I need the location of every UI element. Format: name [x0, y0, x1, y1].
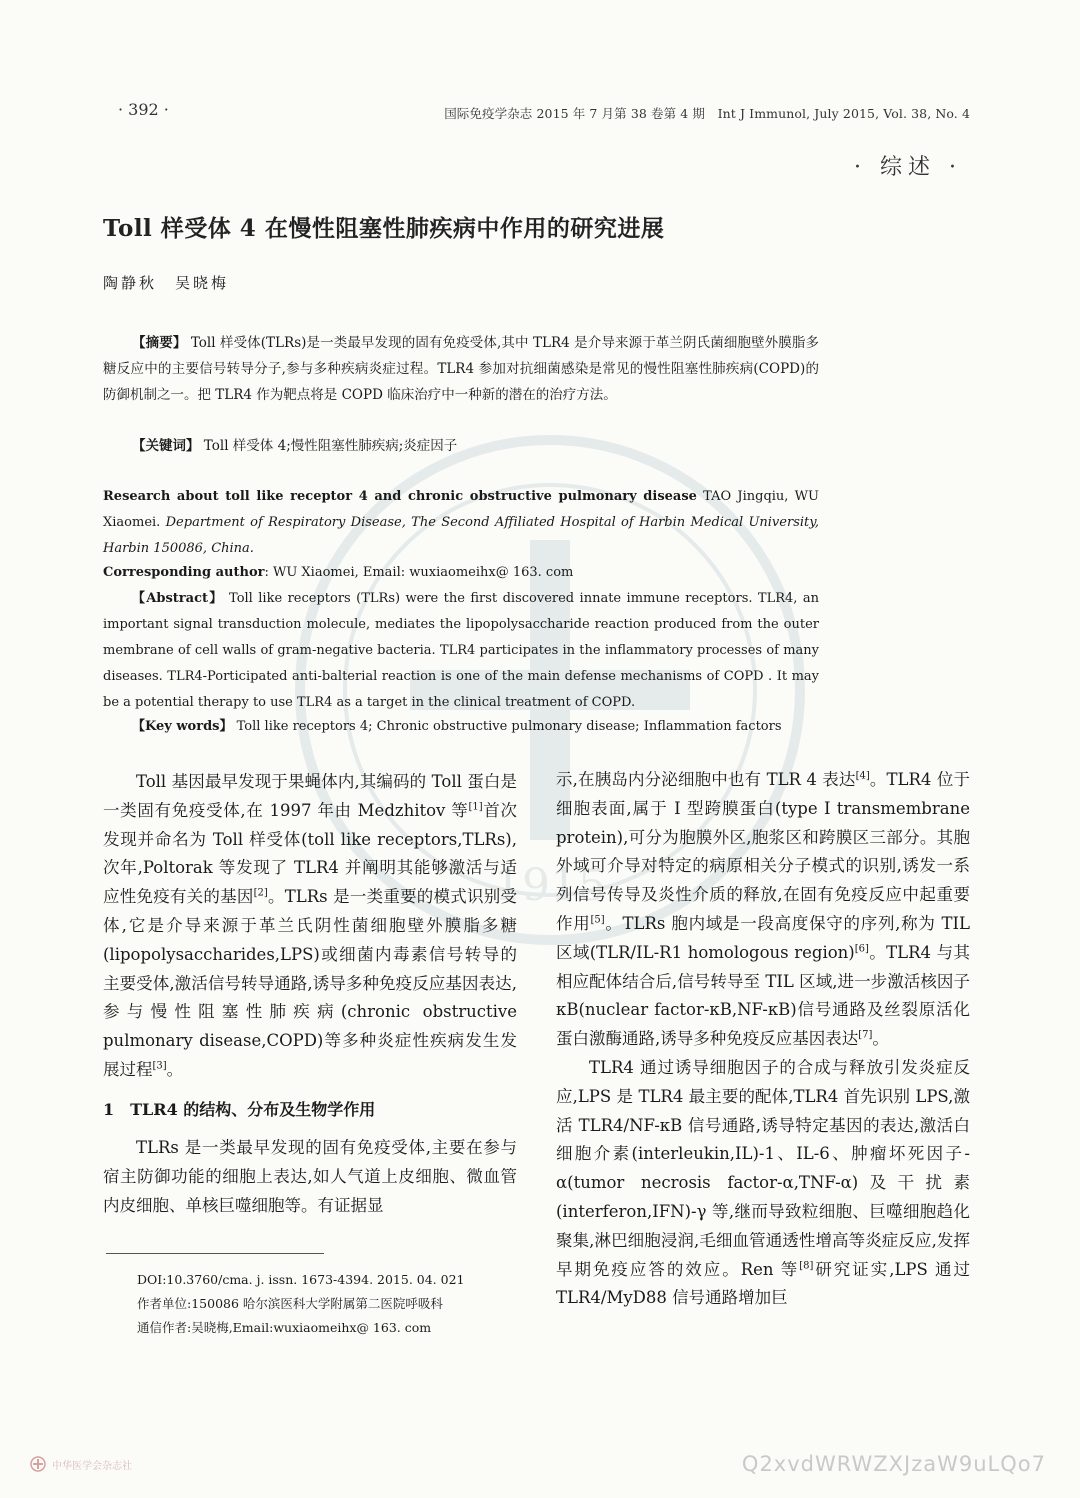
- chinese-keywords-label: 【关键词】: [132, 438, 200, 454]
- footnote-corresponding: 通信作者:吴晓梅,Email:wuxiaomeihx@ 163. com: [137, 1320, 432, 1335]
- chinese-abstract: [103, 330, 819, 408]
- publisher-logo-icon: [30, 1456, 46, 1472]
- body-right-paragraph-1: 示,在胰岛内分泌细胞中也有 TLR 4 表达[4]。TLR4 位于细胞表面,属于 I 型跨膜蛋白(type I transmembrane protein),可分为胞膜外区,胞浆区和跨膜区三部分。其胞外域可介导对特定的病原相关分子模式的识别,诱发一系列信号传导及炎性介质的释放,在固有免疫反应中起重要作用[5]。TLRs 胞内域是一段高度保守的序列,称为 TIL 区域(TLR/IL-R1 homologous region)[6]。TLR4 与其相应配体结合后,信号转导至 TIL 区域,进一步激活核因子 κB(nuclear factor-κB,NF-κB)信号通路及丝裂原活化蛋白激酶通路,诱导多种免疫反应基因表达[7]。: [556, 770, 970, 1049]
- english-abstract: [103, 586, 819, 716]
- chinese-keywords-text: Toll 样受体 4;慢性阻塞性肺疾病;炎症因子: [203, 438, 458, 454]
- watermark-code: Q2xvdWRWZXJzaW9uLQo7: [741, 1452, 1046, 1476]
- citation-3: [3]: [152, 1060, 167, 1072]
- citation-8: [8]: [799, 1260, 814, 1272]
- body-right-column: [556, 766, 970, 1313]
- citation-4: [4]: [855, 770, 870, 782]
- body-right-paragraph-2: TLR4 通过诱导细胞因子的合成与释放引发炎症反应,LPS 是 TLR4 最主要的配体,TLR4 首先识别 LPS,激活 TLR4/NF-κB 信号通路,诱导特定基因的表达,激活白细胞介素(interleukin,IL)-1、IL-6、肿瘤坏死因子-α(tumor necrosis factor-α,TNF-α)及干扰素(interferon,IFN)-γ 等,继而导致粒细胞、巨噬细胞趋化聚集,淋巴细胞浸润,毛细血管通透性增高等炎症反应,发挥早期免疫应答的效应。Ren 等[8]研究证实,LPS 通过 TLR4/MyD88 信号通路增加巨: [556, 1057, 970, 1308]
- citation-1: [1]: [468, 801, 483, 813]
- authors: 陶静秋 吴晓梅: [103, 274, 230, 292]
- body-left-paragraph-1: Toll 基因最早发现于果蝇体内,其编码的 Toll 蛋白是一类固有免疫受体,在 1997 年由 Medzhitov 等[1]首次发现并命名为 Toll 样受体(toll like receptors,TLRs),次年,Poltorak 等发现了 TLR4 并阐明其能够激活与适应性免疫有关的基因[2]。TLRs 是一类重要的模式识别受体,它是介导来源于革兰氏阴性菌细胞壁外膜脂多糖(lipopolysaccharides,LPS)或细菌内毒素信号转导的主要受体,激活信号转导通路,诱导多种免疫反应基因表达,参与慢性阻塞性肺疾病(chronic obstructive pulmonary disease,COPD)等多种炎症性疾病发生发展过程[3]。: [103, 772, 517, 1079]
- citation-5: [5]: [590, 914, 605, 926]
- page-number: · 392 ·: [118, 100, 169, 119]
- corresponding-author: [103, 562, 819, 584]
- citation-7: [7]: [858, 1029, 873, 1041]
- publisher-logo: [30, 1456, 132, 1472]
- english-keywords: [103, 716, 819, 738]
- english-postal: 150086, China.: [153, 541, 254, 556]
- english-authors: TAO Jingqiu, WU Xiaomei.: [103, 489, 819, 530]
- section-heading-1: 1 TLR4 的结构、分布及生物学作用: [103, 1100, 376, 1119]
- english-keywords-text: Toll like receptors 4; Chronic obstructive pulmonary disease; Inflammation factors: [236, 719, 782, 734]
- publisher-logo-text: 中华医学会杂志社: [52, 1460, 132, 1472]
- seal-year: 1915: [494, 860, 606, 911]
- citation-2: [2]: [253, 887, 268, 899]
- footnote-divider: [106, 1253, 324, 1254]
- section-label: · 综述 ·: [854, 155, 962, 180]
- english-abstract-label: 【Abstract】: [132, 591, 224, 606]
- footnote-affiliation: 作者单位:150086 哈尔滨医科大学附属第二医院呼吸科: [137, 1296, 443, 1311]
- journal-header: 国际免疫学杂志 2015 年 7 月第 38 卷第 4 期 Int J Immunol, July 2015, Vol. 38, No. 4: [444, 106, 970, 121]
- article-title: Toll 样受体 4 在慢性阻塞性肺疾病中作用的研究进展: [103, 215, 665, 242]
- english-abstract-text: Toll like receptors (TLRs) were the first discovered innate immune receptors. TLR4, an important signal transduction molecule, mediates the lipopolysaccharide reaction produced from the outer membrane of cell walls of gram-negative bacteria. TLR4 participates in the inflammatory processes of many diseases. TLR4-Porticipated anti-balterial reaction is one of the main defense mechanisms of COPD . It may be a potential therapy to use TLR4 as a target in the clinical treatment of COPD.: [103, 591, 819, 710]
- chinese-abstract-text: Toll 样受体(TLRs)是一类最早发现的固有免疫受体,其中 TLR4 是介导来源于革兰阴氏菌细胞壁外膜脂多糖反应中的主要信号转导分子,参与多种疾病炎症过程。TLR4 参加对抗细菌感染是常见的慢性阻塞性肺疾病(COPD)的防御机制之一。把 TLR4 作为靶点将是 COPD 临床治疗中一种新的潜在的治疗方法。: [103, 335, 820, 403]
- english-affiliation: Department of Respiratory Disease, The Second Affiliated Hospital of Harbin Medical University, Harbin: [103, 515, 819, 556]
- footnote-doi: DOI:10.3760/cma. j. issn. 1673-4394. 2015. 04. 021: [137, 1272, 465, 1287]
- english-keywords-label: 【Key words】: [132, 719, 233, 734]
- body-left-paragraph-2: TLRs 是一类最早发现的固有免疫受体,主要在参与宿主防御功能的细胞上表达,如人气道上皮细胞、微血管内皮细胞、单核巨噬细胞等。有证据显: [103, 1138, 517, 1215]
- english-title-block: [103, 484, 819, 562]
- english-title: Research about toll like receptor 4 and chronic obstructive pulmonary disease: [103, 489, 697, 504]
- corresponding-text: : WU Xiaomei, Email: wuxiaomeihx@ 163. com: [264, 565, 574, 580]
- chinese-abstract-label: 【摘要】: [132, 335, 187, 351]
- citation-6: [6]: [854, 943, 869, 955]
- corresponding-label: Corresponding author: [103, 565, 265, 580]
- chinese-keywords: [103, 434, 819, 458]
